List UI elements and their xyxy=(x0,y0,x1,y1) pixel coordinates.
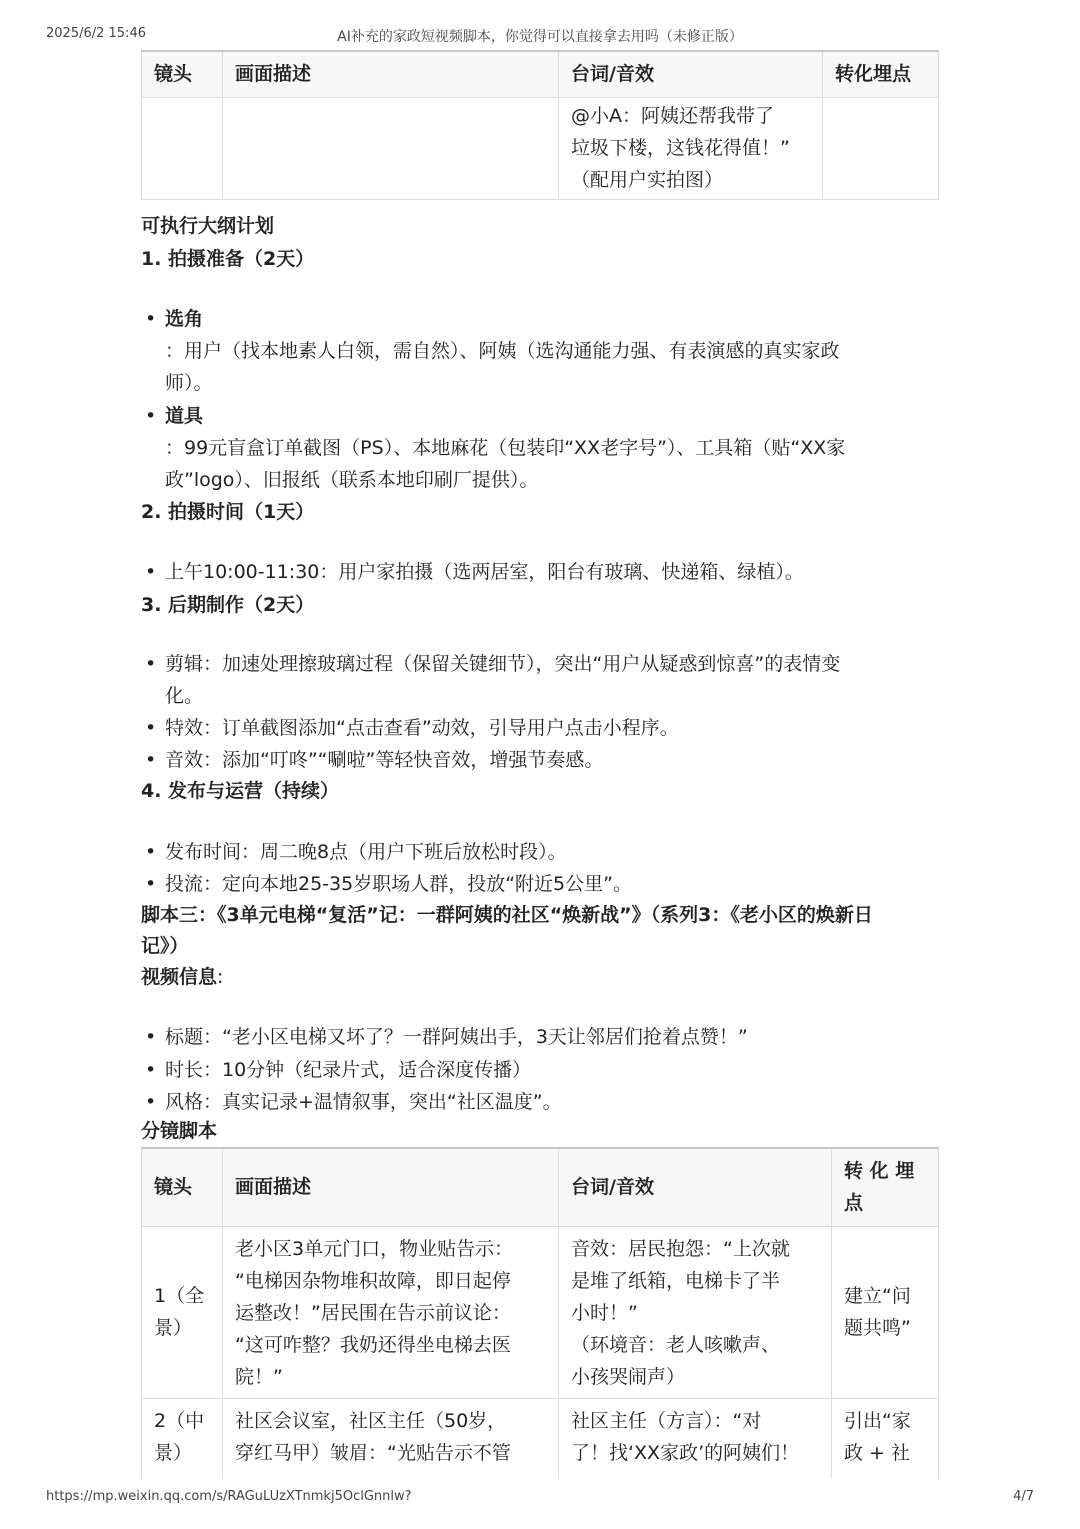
header-line: 转 化 埋 xyxy=(844,1160,915,1183)
section-heading: 2. 拍摄时间（1天） xyxy=(141,501,315,523)
col-header-shot: 镜头 xyxy=(142,51,223,97)
cell-line: 了！找‘XX家政’的阿姨们！ xyxy=(571,1441,800,1464)
item-text: 上午10:00-11:30：用户家拍摄（选两居室，阳台有玻璃、快递箱、绿植）。 xyxy=(165,561,804,583)
list-item xyxy=(145,868,940,900)
cell-line: 1（全 xyxy=(154,1285,205,1307)
cell-line: “电梯因杂物堆积故障，即日起停 xyxy=(235,1269,511,1292)
col-header-point xyxy=(832,1148,939,1226)
script-title: 记》） xyxy=(141,935,189,957)
list-item-text: ：用户（找本地素人白领，需自然）、阿姨（选沟通能力强、有表演感的真实家政 xyxy=(165,340,840,362)
list-item-text: 政”logo）、旧报纸（联系本地印刷厂提供）。 xyxy=(165,469,539,491)
cell-line: 社区主任（方言）：“对 xyxy=(571,1409,762,1432)
cell-line: 引出“家 xyxy=(844,1409,911,1432)
col-header-desc: 画面描述 xyxy=(223,1148,559,1226)
storyboard-table-continued xyxy=(141,50,939,200)
bullet: • xyxy=(145,873,157,895)
page-number: 4/7 xyxy=(1013,1489,1034,1504)
cell-dialog-line: 垃圾下楼，这钱花得值！” xyxy=(571,136,790,159)
list-item xyxy=(145,400,940,432)
cell-dialog xyxy=(559,97,823,199)
item-label: 选角 xyxy=(165,308,204,330)
bullet: • xyxy=(145,561,157,583)
cell-line: 景） xyxy=(154,1317,193,1339)
script-title: 脚本三：《3单元电梯“复活”记：一群阿姨的社区“焕新战”》（系列3：《老小区的焕新日 xyxy=(141,904,873,926)
section-heading: 1. 拍摄准备（2天） xyxy=(141,248,315,270)
list-item xyxy=(145,712,940,744)
item-text: 音效：添加“叮咚”“唰啦”等轻快音效，增强节奏感。 xyxy=(165,749,604,771)
storyboard-table xyxy=(141,1147,939,1479)
item-text: 剪辑：加速处理擦玻璃过程（保留关键细节），突出“用户从疑惑到惊喜”的表情变 xyxy=(165,653,841,675)
item-label: 道具 xyxy=(165,405,204,427)
list-item xyxy=(145,744,940,776)
cell-line: 政 + 社 xyxy=(844,1441,910,1464)
list-item-text: ：99元盲盒订单截图（PS）、本地麻花（包装印“XX老字号”）、工具箱（贴“XX家 xyxy=(165,437,846,459)
bullet: • xyxy=(145,749,157,771)
cell-line: 小时！” xyxy=(571,1301,638,1324)
print-datetime: 2025/6/2 15:46 xyxy=(46,26,146,41)
list-item-text: 师）。 xyxy=(165,372,213,394)
cell-line: 题共鸣” xyxy=(844,1317,911,1339)
bullet: • xyxy=(145,405,157,427)
cell-dialog xyxy=(559,1226,832,1398)
col-header-dialog: 台词/音效 xyxy=(559,51,823,97)
video-info-colon: : xyxy=(217,966,224,988)
cell-point xyxy=(832,1226,939,1398)
cell-line: 2（中 xyxy=(154,1409,205,1432)
bullet: • xyxy=(145,1059,157,1081)
cell-dialog-line: （配用户实拍图） xyxy=(571,168,724,191)
item-text: 时长：10分钟（纪录片式，适合深度传播） xyxy=(165,1059,532,1081)
section-heading: 4. 发布与运营（持续） xyxy=(141,780,340,802)
bullet: • xyxy=(145,653,157,675)
bullet: • xyxy=(145,717,157,739)
cell-line: 小孩哭闹声） xyxy=(571,1365,686,1388)
col-header-point: 转化埋点 xyxy=(823,51,939,97)
cell-desc xyxy=(223,1398,559,1478)
cell-line: 景） xyxy=(154,1441,193,1464)
cell-line: 社区会议室，社区主任（50岁， xyxy=(235,1409,507,1432)
cell-dialog-line: @小A：阿姨还帮我带了 xyxy=(571,104,774,127)
list-item xyxy=(145,1021,940,1053)
list-item xyxy=(145,648,940,680)
list-item xyxy=(145,836,940,868)
video-info-text: 视频信息 xyxy=(141,966,218,988)
item-text: 特效：订单截图添加“点击查看”动效，引导用户点击小程序。 xyxy=(165,717,679,739)
col-header-shot: 镜头 xyxy=(142,1148,223,1226)
cell-line: “这可咋整？我奶还得坐电梯去医 xyxy=(235,1333,511,1356)
item-text: 标题：“老小区电梯又坏了？一群阿姨出手，3天让邻居们抢着点赞！” xyxy=(165,1026,748,1048)
bullet: • xyxy=(145,308,157,330)
cell-shot xyxy=(142,1226,223,1398)
header-line: 点 xyxy=(844,1192,864,1215)
cell-line: 是堆了纸箱，电梯卡了半 xyxy=(571,1269,781,1292)
cell-point xyxy=(823,97,939,199)
list-item xyxy=(145,556,940,588)
item-text: 发布时间：周二晚8点（用户下班后放松时段）。 xyxy=(165,841,567,863)
cell-line: （环境音：老人咳嗽声、 xyxy=(571,1333,781,1356)
outline-title: 可执行大纲计划 xyxy=(141,215,275,237)
cell-desc xyxy=(223,97,559,199)
col-header-dialog: 台词/音效 xyxy=(559,1148,832,1226)
cell-desc xyxy=(223,1226,559,1398)
cell-line: 运整改！”居民围在告示前议论： xyxy=(235,1301,511,1324)
video-info-label xyxy=(141,961,223,993)
section-heading: 3. 后期制作（2天） xyxy=(141,594,315,616)
cell-line: 音效：居民抱怨：“上次就 xyxy=(571,1237,790,1260)
cell-line: 建立“问 xyxy=(844,1285,911,1307)
cell-dialog xyxy=(559,1398,832,1478)
cell-line: 老小区3单元门口，物业贴告示： xyxy=(235,1237,514,1260)
bullet: • xyxy=(145,841,157,863)
storyboard-label: 分镜脚本 xyxy=(141,1120,218,1142)
list-item xyxy=(145,1086,940,1118)
list-item-text: 化。 xyxy=(165,685,204,707)
cell-line: 穿红马甲）皱眉：“光贴告示不管 xyxy=(235,1441,511,1464)
bullet: • xyxy=(145,1091,157,1113)
col-header-desc: 画面描述 xyxy=(223,51,559,97)
item-text: 投流：定向本地25-35岁职场人群，投放“附近5公里”。 xyxy=(165,873,632,895)
cell-shot xyxy=(142,97,223,199)
cell-shot xyxy=(142,1398,223,1478)
bullet: • xyxy=(145,1026,157,1048)
cell-line: 院！” xyxy=(235,1365,283,1388)
item-text: 风格：真实记录+温情叙事，突出“社区温度”。 xyxy=(165,1091,562,1113)
list-item xyxy=(145,1054,940,1086)
cell-point xyxy=(832,1398,939,1478)
print-page-title: AI补充的家政短视频脚本，你觉得可以直接拿去用吗（未修正版） xyxy=(337,29,743,45)
footer-url[interactable]: https://mp.weixin.qq.com/s/RAGuLUzXTnmkj5OclGnnlw? xyxy=(46,1489,412,1504)
list-item xyxy=(145,303,940,335)
